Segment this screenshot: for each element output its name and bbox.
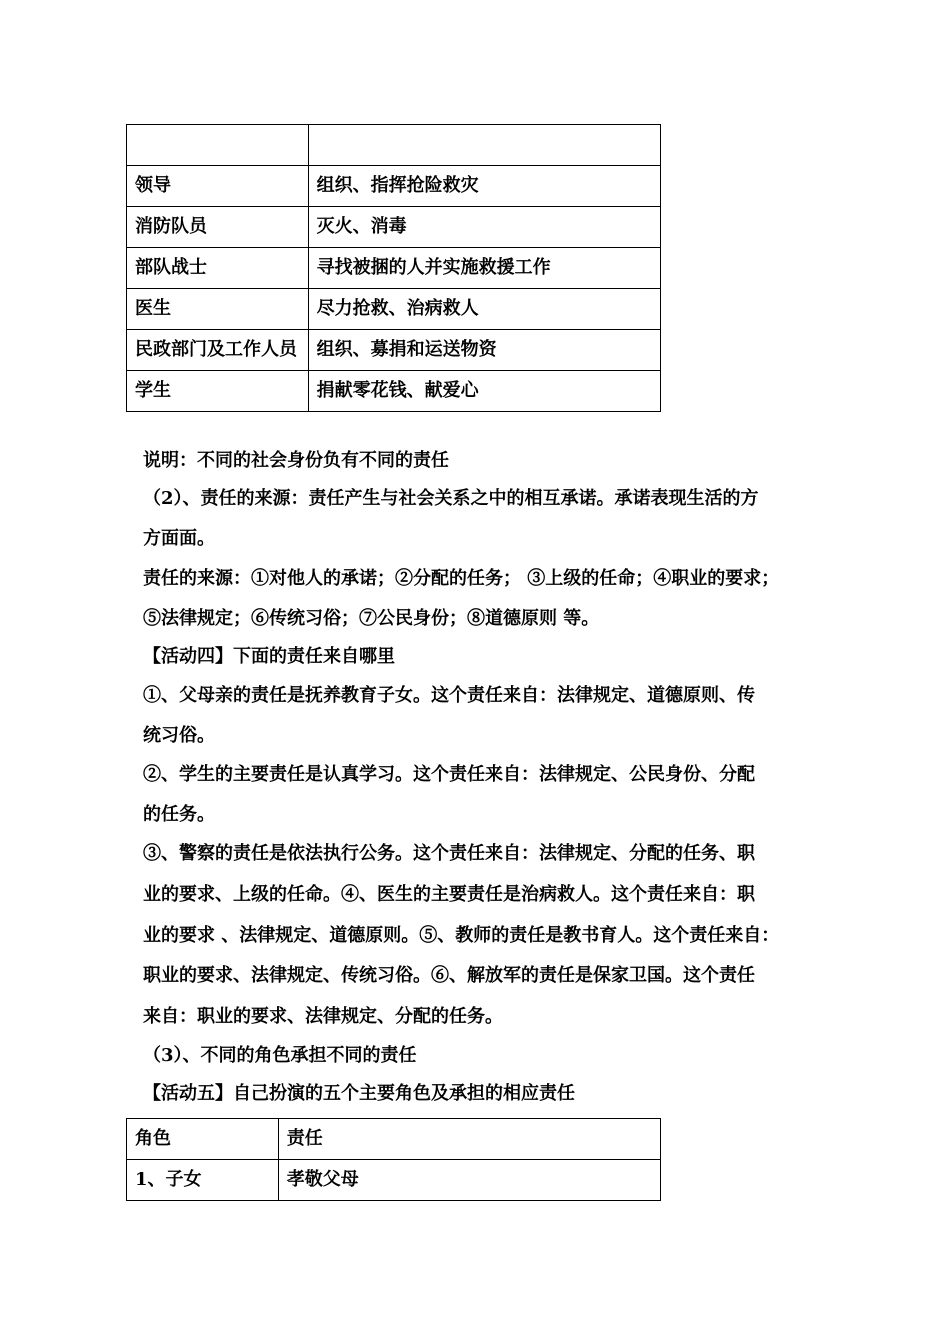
duty-cell: 寻找被捆的人并实施救援工作 [308,248,660,289]
table-row [127,248,661,289]
section2-line: 责任的来源：①对他人的承诺；②分配的任务； ③上级的任命；④职业的要求； [143,568,780,589]
duty-cell: 灭火、消毒 [308,207,660,248]
activity4-line: ①、父母亲的责任是抚养教育子女。这个责任来自：法律规定、道德原则、传 [143,685,755,706]
table-header-cell [127,125,309,166]
duty-cell: 组织、指挥抢险救灾 [308,166,660,207]
role-cell: 医生 [127,289,309,330]
table-row [127,330,661,371]
duty-cell: 孝敬父母 [278,1160,660,1201]
role-cell: 1、子女 [127,1160,279,1201]
activity4-line: 业的要求 、法律规定、道德原则。⑤、教师的责任是教书育人。这个责任来自： [143,925,780,946]
table-header-row [127,1119,661,1160]
role-cell: 民政部门及工作人员 [127,330,309,371]
role-cell: 消防队员 [127,207,309,248]
role-cell: 部队战士 [127,248,309,289]
activity4-line: 来自：职业的要求、法律规定、分配的任务。 [143,1006,503,1027]
role-cell: 学生 [127,371,309,412]
table-header-cell: 角色 [127,1119,279,1160]
table-row [127,166,661,207]
table-header-cell: 责任 [278,1119,660,1160]
role-cell: 领导 [127,166,309,207]
section3-line: （3）、不同的角色承担不同的责任 [143,1045,417,1066]
activity4-line: ③、警察的责任是依法执行公务。这个责任来自：法律规定、分配的任务、职 [143,843,755,864]
section2-line: ⑤法律规定；⑥传统习俗；⑦公民身份；⑧道德原则 等。 [143,608,600,629]
activity4-line: 职业的要求、法律规定、传统习俗。⑥、解放军的责任是保家卫国。这个责任 [143,965,755,986]
table-row [127,1160,661,1201]
note-line: 说明：不同的社会身份负有不同的责任 [143,450,449,471]
section2-line: 方面面。 [143,528,215,549]
duty-cell: 组织、募捐和运送物资 [308,330,660,371]
table-row [127,207,661,248]
table-row [127,289,661,330]
table-header-row [127,125,661,166]
activity4-line: 统习俗。 [143,725,215,746]
duty-cell: 捐献零花钱、献爱心 [308,371,660,412]
table-header-cell [308,125,660,166]
section2-line: （2）、责任的来源：责任产生与社会关系之中的相互承诺。承诺表现生活的方 [143,488,759,509]
roles-table [126,1118,661,1201]
activity4-line: ②、学生的主要责任是认真学习。这个责任来自：法律规定、公民身份、分配 [143,764,755,785]
activity4-line: 的任务。 [143,804,215,825]
responsibility-table [126,124,661,412]
activity4-line: 业的要求、上级的任命。④、医生的主要责任是治病救人。这个责任来自：职 [143,884,755,905]
table-row [127,371,661,412]
duty-cell: 尽力抢救、治病救人 [308,289,660,330]
activity5-title: 【活动五】自己扮演的五个主要角色及承担的相应责任 [143,1083,575,1104]
activity4-title: 【活动四】下面的责任来自哪里 [143,646,395,667]
